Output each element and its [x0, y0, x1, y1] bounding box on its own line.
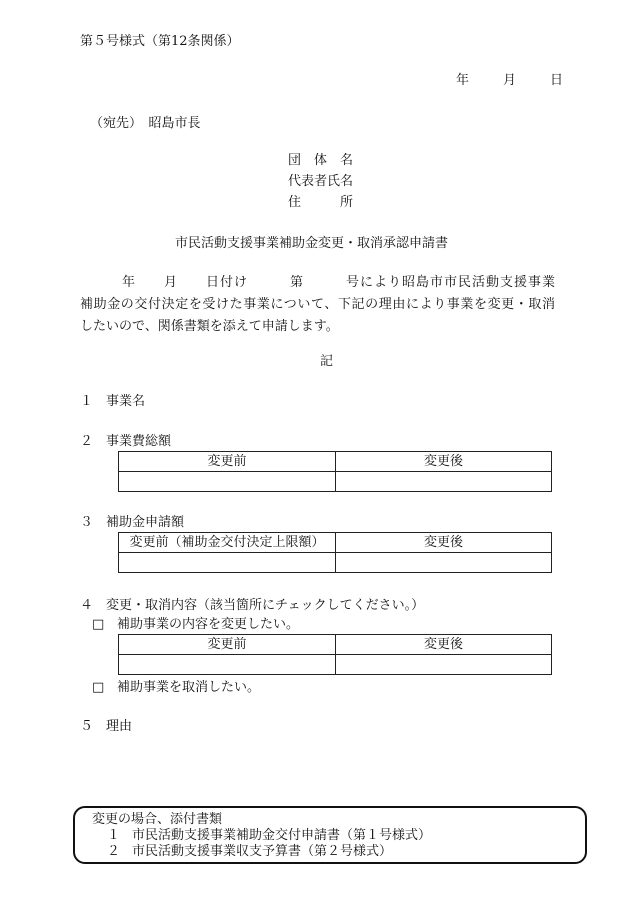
subsidy-amount-table [118, 532, 552, 573]
date-year: 年 [456, 73, 470, 88]
section-5-number: ５ [80, 719, 94, 734]
section-3-number: ３ [80, 515, 94, 530]
attachment-item [107, 829, 431, 842]
body-paragraph [80, 276, 555, 342]
change-checkbox[interactable]: □ [92, 617, 105, 632]
table-input-row [119, 553, 552, 573]
section-1-heading [80, 395, 145, 408]
attachments-heading: 変更の場合、添付書類 [92, 812, 223, 827]
section-3-label: 補助金申請額 [106, 515, 185, 530]
cancel-option[interactable] [92, 681, 260, 694]
attachment-number: １ [107, 828, 121, 843]
subsidy-before-cell[interactable] [119, 553, 336, 573]
total-cost-after-cell[interactable] [336, 472, 552, 492]
date-line [456, 74, 563, 87]
attachment-text: 市民活動支援事業補助金交付申請書（第１号様式） [132, 828, 432, 843]
section-2-label: 事業費総額 [106, 434, 172, 449]
applicant-block [288, 154, 353, 217]
cancel-option-label: 補助事業を取消したい。 [117, 680, 261, 695]
ki-heading: 記 [320, 354, 334, 369]
section-5-label: 理由 [106, 719, 133, 734]
section-1-label: 事業名 [106, 394, 146, 409]
header-after: 変更後 [336, 635, 552, 655]
form-number: 第５号様式（第12条関係） [80, 34, 240, 49]
body-line-3: したいので、関係書類を添えて申請します。 [80, 319, 339, 334]
header-after: 変更後 [336, 533, 552, 553]
document-title: 市民活動支援事業補助金変更・取消承認申請書 [175, 236, 449, 251]
section-2-number: ２ [80, 434, 94, 449]
content-before-cell[interactable] [119, 655, 336, 675]
attachment-text: 市民活動支援事業収支予算書（第２号様式） [132, 844, 393, 859]
addressee: （宛先） 昭島市長 [90, 116, 201, 131]
change-option-label: 補助事業の内容を変更したい。 [117, 617, 300, 632]
section-4-number: ４ [80, 598, 94, 613]
address-label: 住 所 [288, 195, 354, 210]
table-header-row [119, 452, 552, 472]
change-content-table [118, 634, 552, 675]
header-before: 変更前（補助金交付決定上限額） [119, 533, 336, 553]
table-input-row [119, 655, 552, 675]
content-after-cell[interactable] [336, 655, 552, 675]
section-1-number: １ [80, 394, 94, 409]
section-2-heading [80, 435, 171, 448]
section-3-heading [80, 516, 184, 529]
attachment-item [107, 845, 392, 858]
total-cost-table [118, 451, 552, 492]
subsidy-after-cell[interactable] [336, 553, 552, 573]
change-option[interactable] [92, 618, 299, 631]
attachment-number: ２ [107, 844, 121, 859]
representative-name-label: 代表者氏名 [288, 174, 354, 189]
attachments-box [73, 806, 587, 864]
organization-name-label: 団 体 名 [288, 153, 354, 168]
body-line-2: 補助金の交付決定を受けた事業について、下記の理由により事業を変更・取消 [80, 297, 555, 312]
date-month: 月 [503, 73, 517, 88]
total-cost-before-cell[interactable] [119, 472, 336, 492]
header-after: 変更後 [336, 452, 552, 472]
cancel-checkbox[interactable]: □ [92, 680, 105, 695]
section-4-label: 変更・取消内容（該当箇所にチェックしてください。） [106, 598, 425, 613]
section-4-heading [80, 599, 424, 612]
table-header-row [119, 533, 552, 553]
section-5-heading [80, 720, 132, 733]
header-before: 変更前 [119, 452, 336, 472]
body-line-1: 年 月 日付け 第 号により昭島市市民活動支援事業 [80, 275, 555, 290]
date-day: 日 [550, 73, 564, 88]
header-before: 変更前 [119, 635, 336, 655]
table-input-row [119, 472, 552, 492]
table-header-row [119, 635, 552, 655]
